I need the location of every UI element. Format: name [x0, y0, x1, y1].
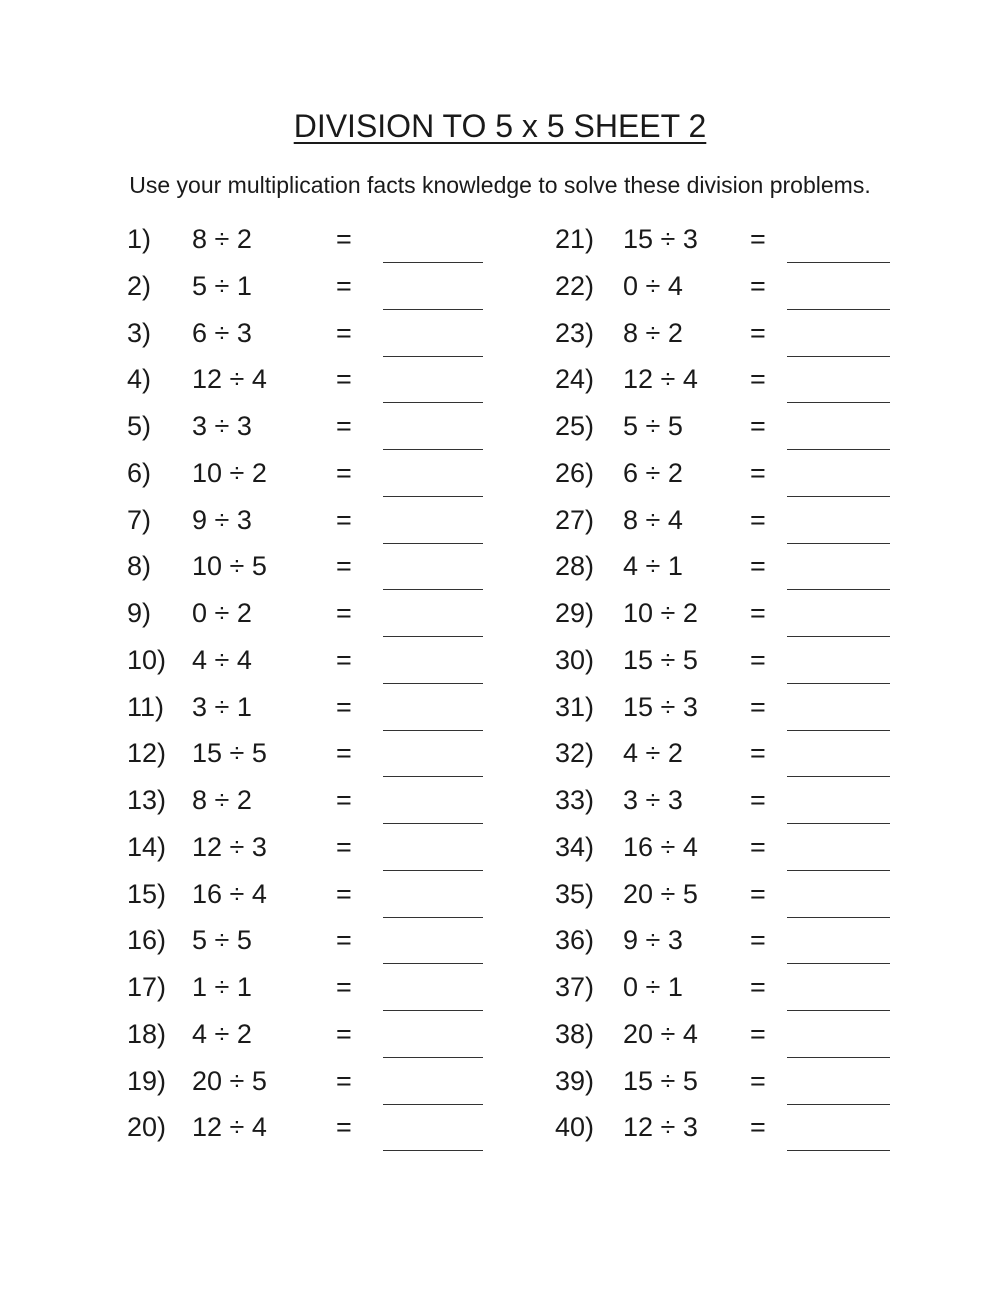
problem-row — [0, 543, 1000, 590]
problem-number: 19) — [127, 1065, 167, 1096]
problem-number: 2) — [127, 270, 152, 301]
problem-row — [0, 450, 1000, 497]
equals-sign: = — [750, 691, 766, 722]
problem-number: 21) — [555, 224, 595, 254]
problem-number: 5) — [127, 411, 152, 441]
problem-number: 26) — [555, 457, 595, 488]
problem-number: 37) — [555, 972, 595, 1002]
equals-sign: = — [336, 1112, 352, 1143]
problem-number: 17) — [127, 972, 167, 1002]
problem-expression: 16 ÷ 4 — [623, 831, 698, 862]
problem-row — [0, 590, 1000, 637]
problem-row — [0, 1058, 1000, 1105]
problem-expression: 8 ÷ 4 — [623, 504, 683, 535]
problem-row — [0, 684, 1000, 731]
problem-expression: 16 ÷ 4 — [192, 878, 267, 909]
problem-number: 9) — [127, 598, 152, 628]
equals-sign: = — [336, 878, 352, 909]
equals-sign: = — [336, 691, 352, 722]
problem-column-right — [0, 216, 1000, 1151]
problem-number: 40) — [555, 1112, 595, 1143]
problem-row — [0, 1011, 1000, 1058]
problem-expression: 8 ÷ 2 — [192, 224, 252, 254]
problem-expression: 10 ÷ 2 — [192, 457, 267, 488]
equals-sign: = — [750, 224, 766, 254]
equals-sign: = — [336, 504, 352, 535]
problem-number: 23) — [555, 317, 595, 348]
problem-number: 20) — [127, 1112, 167, 1143]
equals-sign: = — [750, 831, 766, 862]
problem-row — [0, 824, 1000, 871]
problem-number: 35) — [555, 878, 595, 909]
problem-expression: 8 ÷ 2 — [623, 317, 683, 348]
problem-expression: 12 ÷ 3 — [623, 1112, 698, 1143]
problem-expression: 3 ÷ 1 — [192, 691, 252, 722]
problem-number: 3) — [127, 317, 152, 348]
problem-expression: 9 ÷ 3 — [623, 925, 683, 956]
problem-row — [0, 777, 1000, 824]
problem-row — [0, 871, 1000, 918]
problem-row — [0, 917, 1000, 964]
equals-sign: = — [750, 1112, 766, 1143]
equals-sign: = — [336, 598, 352, 628]
equals-sign: = — [750, 785, 766, 815]
problem-expression: 5 ÷ 1 — [192, 270, 252, 301]
problem-number: 14) — [127, 831, 167, 862]
problem-expression: 10 ÷ 5 — [192, 551, 267, 582]
equals-sign: = — [750, 1065, 766, 1096]
problem-number: 25) — [555, 411, 595, 441]
problem-number: 33) — [555, 785, 595, 815]
equals-sign: = — [336, 1018, 352, 1049]
worksheet-instructions: Use your multiplication facts knowledge to solve these division problems. — [129, 172, 871, 198]
problem-row — [0, 730, 1000, 777]
problem-row — [0, 1104, 1000, 1151]
equals-sign: = — [336, 411, 352, 441]
problem-number: 16) — [127, 925, 167, 956]
problem-number: 32) — [555, 738, 595, 769]
problem-number: 27) — [555, 504, 595, 535]
problem-row — [0, 310, 1000, 357]
worksheet-title-container — [0, 104, 1000, 148]
equals-sign: = — [336, 785, 352, 815]
problem-number: 1) — [127, 224, 152, 254]
equals-sign: = — [750, 457, 766, 488]
problem-row — [0, 497, 1000, 544]
problem-expression: 0 ÷ 2 — [192, 598, 252, 628]
problem-row — [0, 964, 1000, 1011]
problem-number: 22) — [555, 270, 595, 301]
problem-row — [0, 637, 1000, 684]
equals-sign: = — [750, 972, 766, 1002]
problem-row — [0, 356, 1000, 403]
problem-number: 39) — [555, 1065, 595, 1096]
problem-expression: 15 ÷ 5 — [623, 1065, 698, 1096]
problem-expression: 6 ÷ 3 — [192, 317, 252, 348]
problem-number: 24) — [555, 364, 595, 395]
equals-sign: = — [750, 644, 766, 675]
problem-expression: 0 ÷ 1 — [623, 972, 683, 1002]
problem-expression: 4 ÷ 4 — [192, 644, 252, 675]
problem-number: 12) — [127, 738, 167, 769]
equals-sign: = — [750, 270, 766, 301]
problem-expression: 4 ÷ 1 — [623, 551, 683, 582]
problem-number: 4) — [127, 364, 152, 395]
problem-number: 38) — [555, 1018, 595, 1049]
equals-sign: = — [336, 972, 352, 1002]
equals-sign: = — [336, 925, 352, 956]
problem-expression: 4 ÷ 2 — [192, 1018, 252, 1049]
problem-number: 31) — [555, 691, 595, 722]
equals-sign: = — [750, 878, 766, 909]
problem-expression: 12 ÷ 3 — [192, 831, 267, 862]
problem-expression: 12 ÷ 4 — [623, 364, 698, 395]
problem-expression: 20 ÷ 4 — [623, 1018, 698, 1049]
worksheet-title: DIVISION TO 5 x 5 SHEET 2 — [293, 108, 707, 144]
problem-expression: 8 ÷ 2 — [192, 785, 252, 815]
equals-sign: = — [750, 364, 766, 395]
problem-expression: 6 ÷ 2 — [623, 457, 683, 488]
problem-expression: 15 ÷ 3 — [623, 224, 698, 254]
equals-sign: = — [336, 551, 352, 582]
problem-expression: 15 ÷ 5 — [623, 644, 698, 675]
equals-sign: = — [750, 738, 766, 769]
answer-blank[interactable] — [787, 1150, 890, 1151]
problem-number: 29) — [555, 598, 595, 628]
problem-number: 6) — [127, 457, 152, 488]
problem-number: 8) — [127, 551, 152, 582]
problem-number: 28) — [555, 551, 595, 582]
equals-sign: = — [750, 551, 766, 582]
problem-number: 18) — [127, 1018, 167, 1049]
equals-sign: = — [336, 831, 352, 862]
problem-expression: 15 ÷ 5 — [192, 738, 267, 769]
problem-number: 15) — [127, 878, 167, 909]
problem-number: 10) — [127, 644, 167, 675]
equals-sign: = — [336, 644, 352, 675]
equals-sign: = — [750, 411, 766, 441]
equals-sign: = — [336, 457, 352, 488]
equals-sign: = — [750, 317, 766, 348]
problem-expression: 20 ÷ 5 — [192, 1065, 267, 1096]
problem-number: 34) — [555, 831, 595, 862]
equals-sign: = — [750, 598, 766, 628]
problem-expression: 1 ÷ 1 — [192, 972, 252, 1002]
problem-expression: 20 ÷ 5 — [623, 878, 698, 909]
problem-expression: 12 ÷ 4 — [192, 364, 267, 395]
equals-sign: = — [336, 364, 352, 395]
equals-sign: = — [750, 504, 766, 535]
problem-row — [0, 403, 1000, 450]
problem-number: 30) — [555, 644, 595, 675]
problem-expression: 15 ÷ 3 — [623, 691, 698, 722]
equals-sign: = — [336, 224, 352, 254]
problem-expression: 4 ÷ 2 — [623, 738, 683, 769]
problem-expression: 5 ÷ 5 — [192, 925, 252, 956]
problem-row — [0, 263, 1000, 310]
problem-expression: 9 ÷ 3 — [192, 504, 252, 535]
problem-expression: 12 ÷ 4 — [192, 1112, 267, 1143]
problem-expression: 3 ÷ 3 — [192, 411, 252, 441]
problem-expression: 5 ÷ 5 — [623, 411, 683, 441]
equals-sign: = — [336, 1065, 352, 1096]
problem-number: 7) — [127, 504, 152, 535]
problem-expression: 10 ÷ 2 — [623, 598, 698, 628]
equals-sign: = — [336, 738, 352, 769]
problem-number: 13) — [127, 785, 167, 815]
problem-expression: 0 ÷ 4 — [623, 270, 683, 301]
problem-expression: 3 ÷ 3 — [623, 785, 683, 815]
problem-number: 11) — [127, 691, 165, 722]
problem-number: 36) — [555, 925, 595, 956]
equals-sign: = — [336, 317, 352, 348]
equals-sign: = — [750, 1018, 766, 1049]
equals-sign: = — [336, 270, 352, 301]
equals-sign: = — [750, 925, 766, 956]
problem-row — [0, 216, 1000, 263]
